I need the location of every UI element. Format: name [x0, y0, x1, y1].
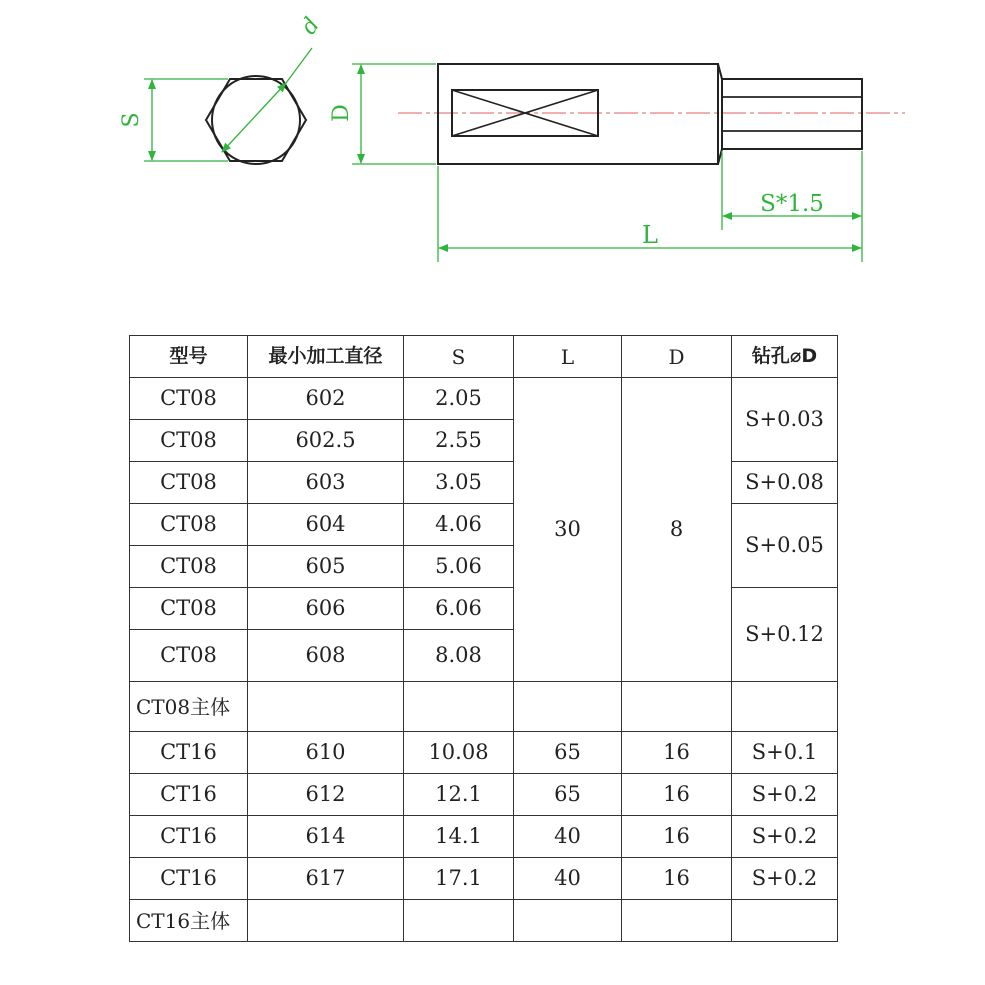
cell-model: CT08 — [130, 420, 248, 462]
tool-side-view — [329, 64, 905, 262]
cell-min-diameter: 602.5 — [248, 420, 404, 462]
cell-drill: S+0.08 — [732, 462, 838, 504]
table-row-body — [130, 682, 838, 732]
cell-model-body: CT08主体 — [130, 682, 248, 732]
cell-min-diameter: 608 — [248, 630, 404, 682]
table-row — [130, 462, 838, 504]
d-dimension-line — [222, 83, 286, 152]
cell-drill: S+0.03 — [732, 378, 838, 462]
header-d: D — [622, 336, 732, 378]
cell-empty — [514, 900, 622, 942]
cell-empty — [404, 682, 514, 732]
cell-s: 3.05 — [404, 462, 514, 504]
cell-drill: S+0.1 — [732, 732, 838, 774]
header-drill: 钻孔⌀D — [732, 336, 838, 378]
hex-end-view — [119, 13, 325, 164]
cell-min-diameter: 617 — [248, 858, 404, 900]
cell-d: 16 — [622, 858, 732, 900]
cell-empty — [622, 682, 732, 732]
cell-s: 2.05 — [404, 378, 514, 420]
cell-l: 40 — [514, 816, 622, 858]
header-model: 型号 — [130, 336, 248, 378]
cell-l: 65 — [514, 732, 622, 774]
cell-drill: S+0.2 — [732, 774, 838, 816]
cell-min-diameter: 605 — [248, 546, 404, 588]
cell-l: 40 — [514, 858, 622, 900]
header-min-diameter: 最小加工直径 — [248, 336, 404, 378]
tool-body — [438, 64, 718, 164]
d-leader-line — [286, 48, 312, 83]
cell-s: 2.55 — [404, 420, 514, 462]
cell-empty — [732, 682, 838, 732]
cell-l: 65 — [514, 774, 622, 816]
cell-model: CT08 — [130, 546, 248, 588]
cell-drill: S+0.05 — [732, 504, 838, 588]
cell-empty — [248, 900, 404, 942]
cell-model: CT08 — [130, 630, 248, 682]
table-row-body — [130, 900, 838, 942]
cell-model: CT08 — [130, 378, 248, 420]
cell-s: 4.06 — [404, 504, 514, 546]
spec-table — [129, 335, 838, 942]
cell-l-merged: 30 — [514, 378, 622, 682]
cell-s: 6.06 — [404, 588, 514, 630]
hex-inscribed-circle — [212, 76, 300, 164]
table-row — [130, 774, 838, 816]
header-l: L — [514, 336, 622, 378]
cell-s: 12.1 — [404, 774, 514, 816]
l-dimension-label: L — [642, 221, 658, 249]
cell-s: 5.06 — [404, 546, 514, 588]
cell-min-diameter: 610 — [248, 732, 404, 774]
cell-min-diameter: 606 — [248, 588, 404, 630]
d-dimension-label: d — [296, 13, 325, 40]
cell-model-body: CT16主体 — [130, 900, 248, 942]
cell-d: 16 — [622, 816, 732, 858]
hex-shank — [722, 79, 862, 149]
header-s: S — [404, 336, 514, 378]
cell-empty — [732, 900, 838, 942]
table-row — [130, 588, 838, 630]
cell-s: 10.08 — [404, 732, 514, 774]
cell-d: 16 — [622, 774, 732, 816]
cell-model: CT16 — [130, 858, 248, 900]
cell-empty — [514, 682, 622, 732]
cell-model: CT16 — [130, 816, 248, 858]
cell-empty — [404, 900, 514, 942]
cell-d: 16 — [622, 732, 732, 774]
cell-model: CT08 — [130, 588, 248, 630]
cell-model: CT16 — [130, 732, 248, 774]
cell-min-diameter: 612 — [248, 774, 404, 816]
cell-d-merged: 8 — [622, 378, 732, 682]
shank-length-label: S*1.5 — [760, 191, 824, 217]
cell-drill: S+0.2 — [732, 816, 838, 858]
s-dimension-label: S — [119, 112, 144, 128]
cell-empty — [622, 900, 732, 942]
cell-empty — [248, 682, 404, 732]
cell-s: 17.1 — [404, 858, 514, 900]
cell-s: 14.1 — [404, 816, 514, 858]
cell-min-diameter: 602 — [248, 378, 404, 420]
cell-model: CT08 — [130, 504, 248, 546]
hexagon-outline — [206, 79, 306, 161]
table-row — [130, 732, 838, 774]
cell-model: CT08 — [130, 462, 248, 504]
cell-s: 8.08 — [404, 630, 514, 682]
cell-min-diameter: 604 — [248, 504, 404, 546]
table-row — [130, 504, 838, 546]
big-d-dimension-label: D — [329, 104, 354, 122]
table-row — [130, 816, 838, 858]
cell-drill: S+0.2 — [732, 858, 838, 900]
cell-drill: S+0.12 — [732, 588, 838, 682]
table-row — [130, 858, 838, 900]
table-header-row — [130, 336, 838, 378]
table-row — [130, 378, 838, 420]
cell-min-diameter: 603 — [248, 462, 404, 504]
technical-drawing — [0, 0, 985, 300]
cell-min-diameter: 614 — [248, 816, 404, 858]
cell-model: CT16 — [130, 774, 248, 816]
